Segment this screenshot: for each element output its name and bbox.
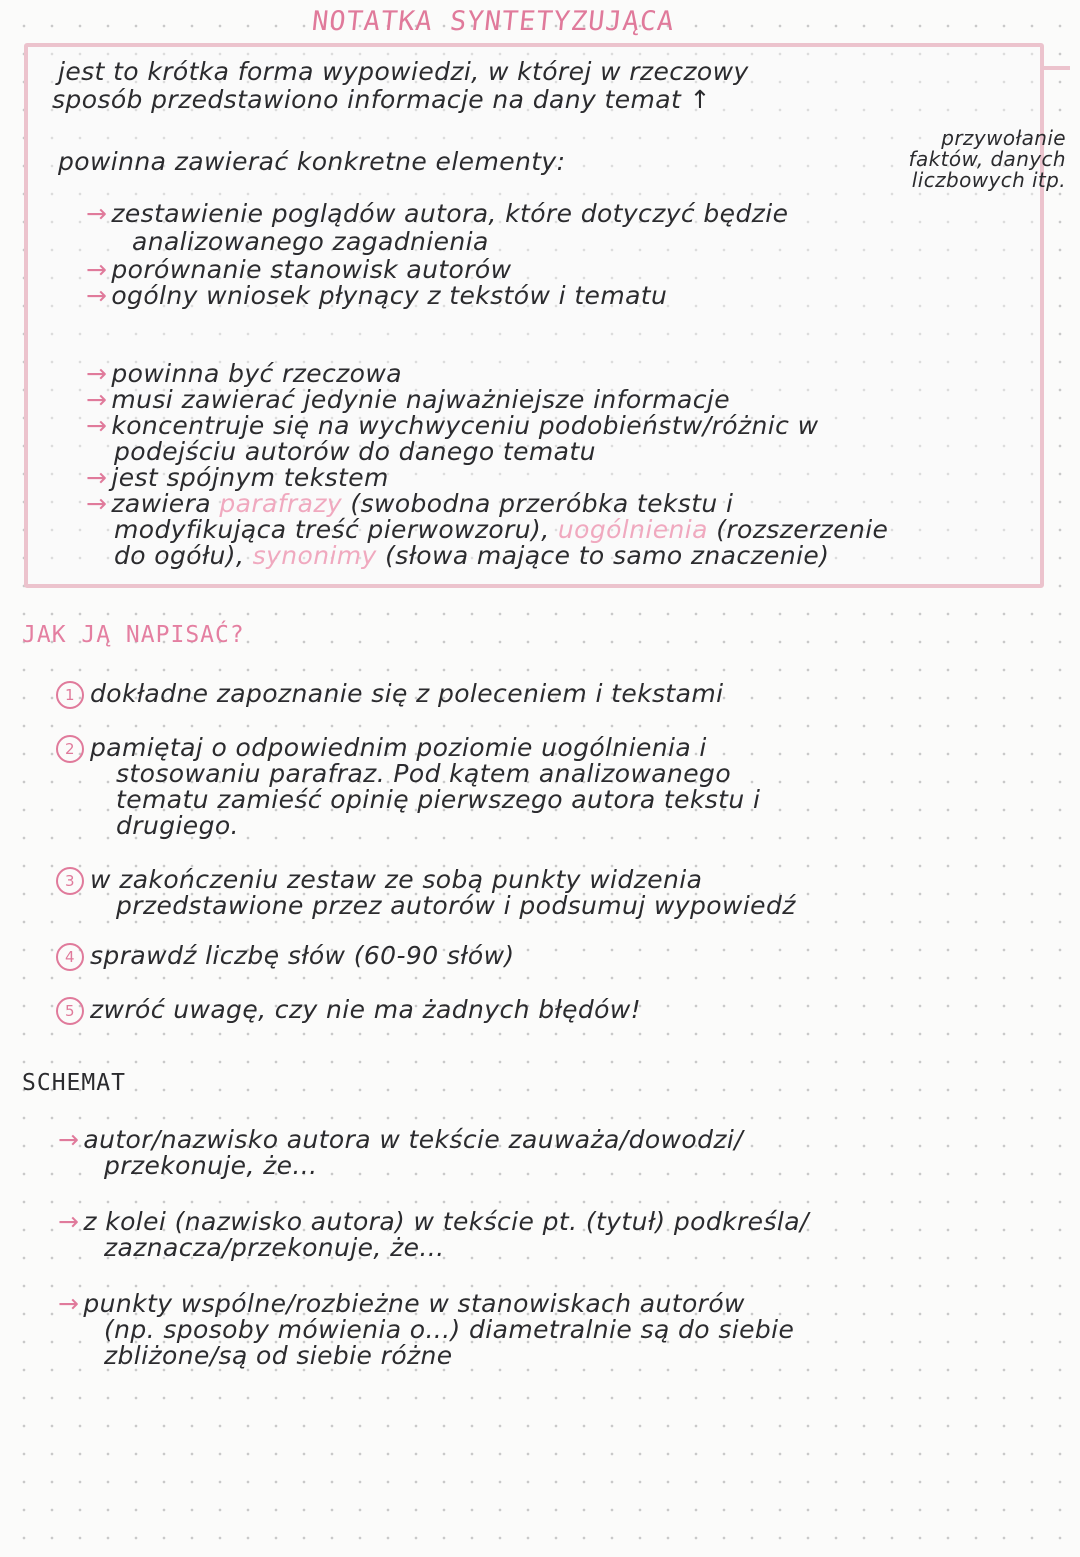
side-note bbox=[909, 128, 1067, 191]
list-item: → musi zawierać jedynie najważniejsze informacje bbox=[86, 385, 730, 414]
step-continuation: stosowaniu parafraz. Pod kątem analizowanego bbox=[116, 759, 732, 788]
box-divider bbox=[1040, 66, 1070, 70]
how-to-heading: JAK JĄ NAPISAĆ? bbox=[22, 622, 245, 648]
list-item-continuation: analizowanego zagadnienia bbox=[132, 227, 489, 256]
step-continuation: drugiego. bbox=[116, 811, 239, 840]
schema-continuation: przekonuje, że... bbox=[104, 1151, 318, 1180]
side-note-line: przywołanie bbox=[941, 126, 1066, 150]
schema-item: → z kolei (nazwisko autora) w tekście pt. (tytuł) podkreśla/ bbox=[58, 1207, 809, 1236]
arrow-right-icon: → bbox=[86, 411, 108, 440]
step-number: 4 bbox=[56, 943, 84, 971]
arrow-right-icon: → bbox=[86, 463, 108, 492]
list-item: → koncentruje się na wychwyceniu podobieństw/różnic w bbox=[86, 411, 819, 440]
step-continuation: tematu zamieść opinię pierwszego autora tekstu i bbox=[116, 785, 761, 814]
list-item: → zestawienie poglądów autora, które dotyczyć będzie bbox=[86, 199, 789, 228]
list-item-continuation: modyfikująca treść pierwowzoru), uogólnienia (rozszerzenie bbox=[114, 515, 889, 544]
step-continuation: przedstawione przez autorów i podsumuj wypowiedź bbox=[116, 891, 796, 920]
schema-heading: SCHEMAT bbox=[22, 1070, 126, 1096]
list-item: → zawiera parafrazy (swobodna przeróbka tekstu i bbox=[86, 489, 734, 518]
step-number: 3 bbox=[56, 867, 84, 895]
schema-continuation: zbliżone/są od siebie różne bbox=[104, 1341, 453, 1370]
list-item-continuation: do ogółu), synonimy (słowa mające to samo znaczenie) bbox=[114, 541, 830, 570]
arrow-right-icon: → bbox=[86, 199, 108, 228]
schema-continuation: (np. sposoby mówienia o...) diametralnie są do siebie bbox=[104, 1315, 795, 1344]
definition-line-1: jest to krótka forma wypowiedzi, w której w rzeczowy bbox=[58, 57, 749, 86]
arrow-right-icon: → bbox=[58, 1207, 80, 1236]
definition-line-2: sposób przedstawiono informacje na dany temat ↑ bbox=[52, 85, 711, 114]
term-synonyms: synonimy bbox=[252, 541, 377, 570]
arrow-right-icon: → bbox=[86, 359, 108, 388]
step-item: 3 w zakończeniu zestaw ze sobą punkty widzenia bbox=[56, 866, 702, 895]
elements-intro: powinna zawierać konkretne elementy: bbox=[58, 147, 566, 176]
list-item: → porównanie stanowisk autorów bbox=[86, 255, 512, 284]
step-number: 1 bbox=[56, 681, 84, 709]
step-item: 5 zwróć uwagę, czy nie ma żadnych błędów! bbox=[56, 996, 641, 1025]
arrow-right-icon: → bbox=[86, 281, 108, 310]
arrow-right-icon: → bbox=[86, 489, 108, 518]
step-item: 1 dokładne zapoznanie się z poleceniem i tekstami bbox=[56, 680, 723, 709]
step-item: 4 sprawdź liczbę słów (60-90 słów) bbox=[56, 942, 515, 971]
term-generalization: uogólnienia bbox=[557, 515, 708, 544]
arrow-up-icon: ↑ bbox=[689, 85, 711, 114]
list-item: → powinna być rzeczowa bbox=[86, 359, 402, 388]
arrow-right-icon: → bbox=[86, 385, 108, 414]
side-note-line: liczbowych itp. bbox=[911, 168, 1066, 192]
arrow-right-icon: → bbox=[86, 255, 108, 284]
step-item: 2 pamiętaj o odpowiednim poziomie uogólnienia i bbox=[56, 734, 707, 763]
step-number: 2 bbox=[56, 735, 84, 763]
schema-continuation: zaznacza/przekonuje, że... bbox=[104, 1233, 445, 1262]
step-number: 5 bbox=[56, 997, 84, 1025]
term-paraphrase: parafrazy bbox=[219, 489, 343, 518]
list-item-continuation: podejściu autorów do danego tematu bbox=[114, 437, 596, 466]
schema-item: → punkty wspólne/rozbieżne w stanowiskach autorów bbox=[58, 1289, 745, 1318]
arrow-right-icon: → bbox=[58, 1125, 80, 1154]
side-note-line: faktów, danych bbox=[908, 147, 1066, 171]
arrow-right-icon: → bbox=[58, 1289, 80, 1318]
page-title: NOTATKA SYNTETYZUJĄCA bbox=[310, 6, 677, 37]
schema-item: → autor/nazwisko autora w tekście zauważa/dowodzi/ bbox=[58, 1125, 744, 1154]
list-item: → jest spójnym tekstem bbox=[86, 463, 389, 492]
list-item: → ogólny wniosek płynący z tekstów i tematu bbox=[86, 281, 668, 310]
